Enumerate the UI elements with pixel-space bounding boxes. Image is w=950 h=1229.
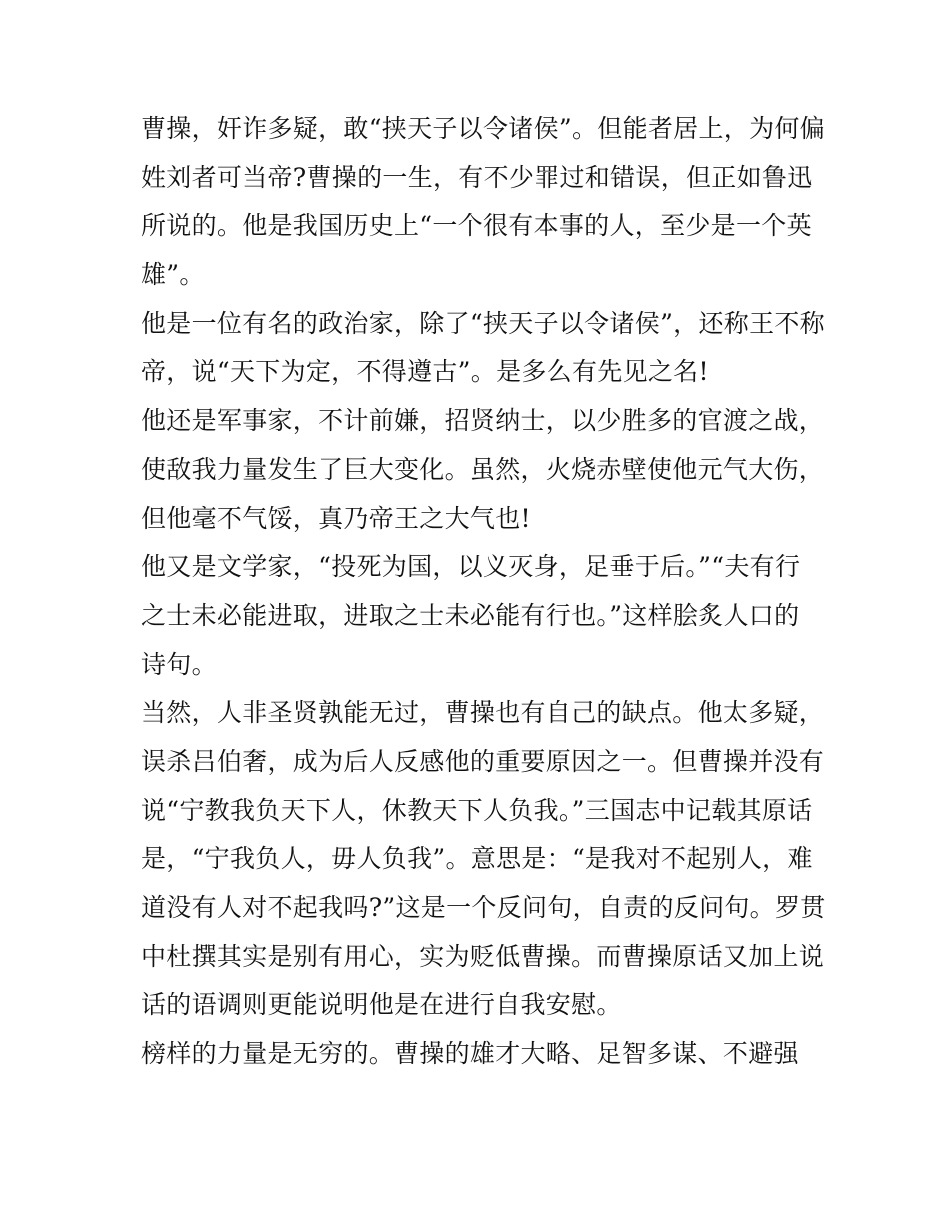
text-line: 姓刘者可当帝?曹操的一生，有不少罪过和错误，但正如鲁迅 — [141, 162, 813, 192]
text-line: 当然，人非圣贤孰能无过，曹操也有自己的缺点。他太多疑， — [141, 698, 825, 728]
text-line: 是，“宁我负人，毋人负我”。意思是：“是我对不起别人，难 — [141, 844, 813, 874]
text-line: 所说的。他是我国历史上“一个很有本事的人，至少是一个英 — [141, 211, 812, 241]
text-line: 雄”。 — [141, 260, 205, 290]
text-line: 道没有人对不起我吗?”这是一个反问句，自责的反问句。罗贯 — [141, 893, 826, 922]
text-line: 榜样的力量是无穷的。曹操的雄才大略、足智多谋、不避强 — [141, 1039, 799, 1069]
text-line: 诗句。 — [141, 649, 217, 679]
text-line: 说“宁教我负天下人，休教天下人负我。”三国志中记载其原话 — [141, 795, 813, 825]
text-line: 但他毫不气馁，真乃帝王之大气也! — [141, 503, 531, 533]
text-line: 使敌我力量发生了巨大变化。虽然，火烧赤壁使他元气大伤， — [141, 454, 825, 484]
text-line: 话的语调则更能说明他是在进行自我安慰。 — [141, 990, 622, 1020]
text-line: 误杀吕伯奢，成为后人反感他的重要原因之一。但曹操并没有 — [141, 746, 825, 776]
text-line: 中杜撰其实是别有用心，实为贬低曹操。而曹操原话又加上说 — [141, 941, 825, 971]
text-line: 他是一位有名的政治家，除了“挟天子以令诸侯”，还称王不称 — [141, 308, 825, 338]
text-line: 他又是文学家，“投死为国，以义灭身，足垂于后。”“夫有行 — [141, 552, 801, 582]
text-line: 帝，说“天下为定，不得遵古”。是多么有先见之名! — [141, 357, 709, 387]
text-line: 之士未必能进取，进取之士未必能有行也。”这样脍炙人口的 — [141, 600, 800, 630]
text-line: 曹操，奸诈多疑，敢“挟天子以令诸侯”。但能者居上，为何偏 — [141, 114, 825, 143]
document-body — [141, 105, 826, 1079]
text-line: 他还是军事家，不计前嫌，招贤纳士，以少胜多的官渡之战， — [141, 406, 825, 436]
